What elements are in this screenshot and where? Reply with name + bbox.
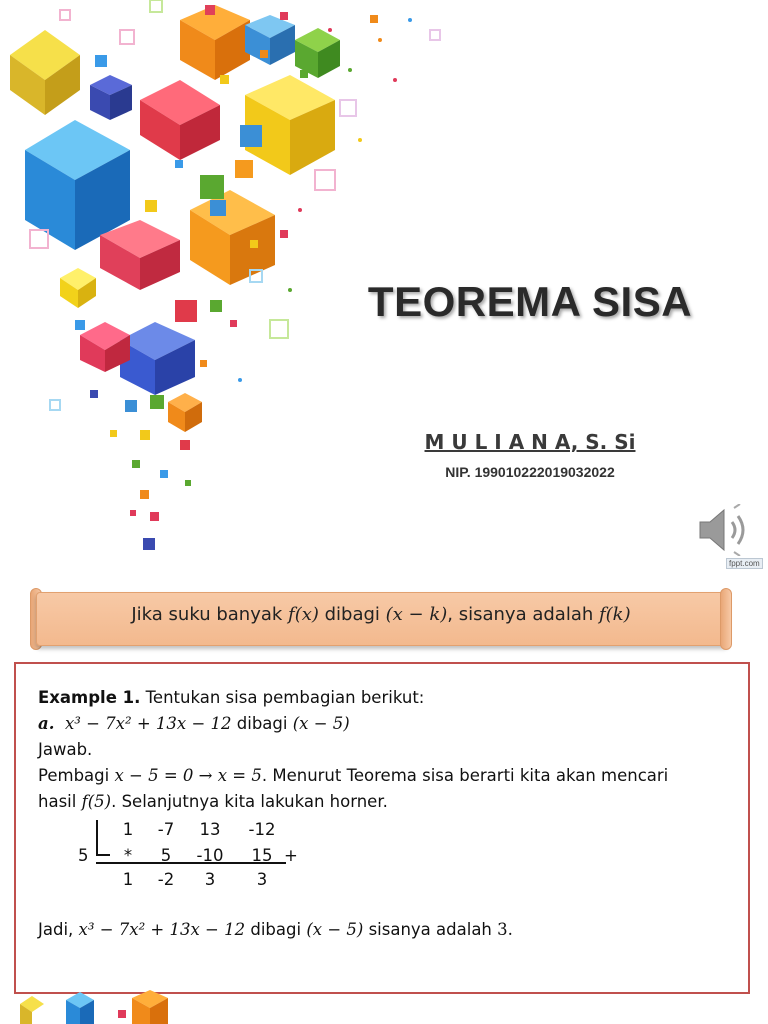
cube-red-large — [140, 80, 220, 160]
example-heading: Example 1. — [38, 688, 141, 707]
banner-text-3: , sisanya adalah — [447, 604, 599, 625]
hasil-label: hasil — [38, 792, 82, 811]
horner-r1-c1: 1 — [122, 820, 134, 839]
pembagi-math: x − 5 = 0 → x = 5 — [114, 766, 262, 785]
divisor: (x − 5) — [292, 714, 350, 733]
cube-navy-small — [90, 75, 132, 120]
example-problem-line — [38, 714, 350, 733]
pembagi-line — [38, 766, 668, 785]
horner-divisor: 5 — [78, 846, 89, 865]
horner-r1-c4: -12 — [248, 820, 276, 839]
slide-title: TEOREMA SISA — [367, 278, 693, 325]
cube-red-mid — [100, 220, 180, 290]
author-name: M U L I A N A, S. Si — [424, 430, 636, 454]
horner-r3-c1: 1 — [122, 870, 134, 889]
pembagi-label: Pembagi — [38, 766, 115, 785]
cube-orange-top — [180, 5, 250, 80]
author-nip: NIP. 199010222019032022 — [445, 464, 615, 480]
hasil-math: f(5) — [81, 792, 112, 811]
banner-math-divisor: (x − k) — [385, 604, 448, 625]
jadi-rest: sisanya adalah — [363, 920, 498, 939]
horner-r1-c3: 13 — [199, 820, 221, 839]
hasil-line — [38, 792, 388, 811]
horner-r3-c2: -2 — [157, 870, 175, 889]
jadi-divisor: (x − 5) — [306, 920, 364, 939]
polynomial: x³ − 7x² + 13x − 12 — [64, 714, 232, 733]
jawab-line: Jawab. — [38, 740, 93, 759]
example-instruction: Tentukan sisa pembagian berikut: — [140, 688, 425, 707]
cube-orange-low — [168, 393, 202, 432]
theorem-statement — [36, 604, 726, 625]
pembagi-rest: . Menurut Teorema sisa berarti kita akan mencari — [261, 766, 669, 785]
cube-blue-mid — [120, 322, 195, 395]
jadi-label: Jadi, — [38, 920, 79, 939]
banner-math-fx: f(x) — [288, 604, 319, 625]
horner-r2-c1: * — [123, 846, 133, 865]
horner-r2-c4: 15 — [251, 846, 273, 865]
conclusion-line — [38, 920, 513, 939]
jadi-polynomial: x³ − 7x² + 13x − 12 — [78, 920, 246, 939]
horner-divider — [96, 820, 98, 856]
fppt-watermark: fppt.com — [726, 558, 763, 569]
example-box — [14, 662, 750, 994]
cube-yellow-top — [10, 30, 80, 115]
dibagi-text: dibagi — [231, 714, 293, 733]
horner-r3-c3: 3 — [204, 870, 216, 889]
speaker-icon[interactable] — [694, 504, 754, 556]
hasil-rest: . Selanjutnya kita lakukan horner. — [111, 792, 388, 811]
banner-text-2: dibagi — [318, 604, 386, 625]
horner-r1-c2: -7 — [157, 820, 175, 839]
banner-math-fk: f(k) — [599, 604, 631, 625]
cube-yellow-low — [60, 268, 96, 308]
banner-text-1: Jika suku banyak — [131, 604, 289, 625]
horner-r2-c2: 5 — [160, 846, 172, 865]
example-slide — [0, 588, 768, 1024]
decorative-cubes-bottom — [0, 990, 200, 1024]
horner-r3-c4: 3 — [256, 870, 268, 889]
horner-r2-c3: -10 — [196, 846, 224, 865]
horner-plus-sign: + — [284, 846, 298, 865]
jadi-dibagi: dibagi — [245, 920, 307, 939]
jadi-result: 3. — [497, 920, 513, 939]
cube-blue-top — [245, 15, 295, 65]
example-heading-line — [38, 688, 424, 707]
part-label: a. — [38, 714, 55, 733]
